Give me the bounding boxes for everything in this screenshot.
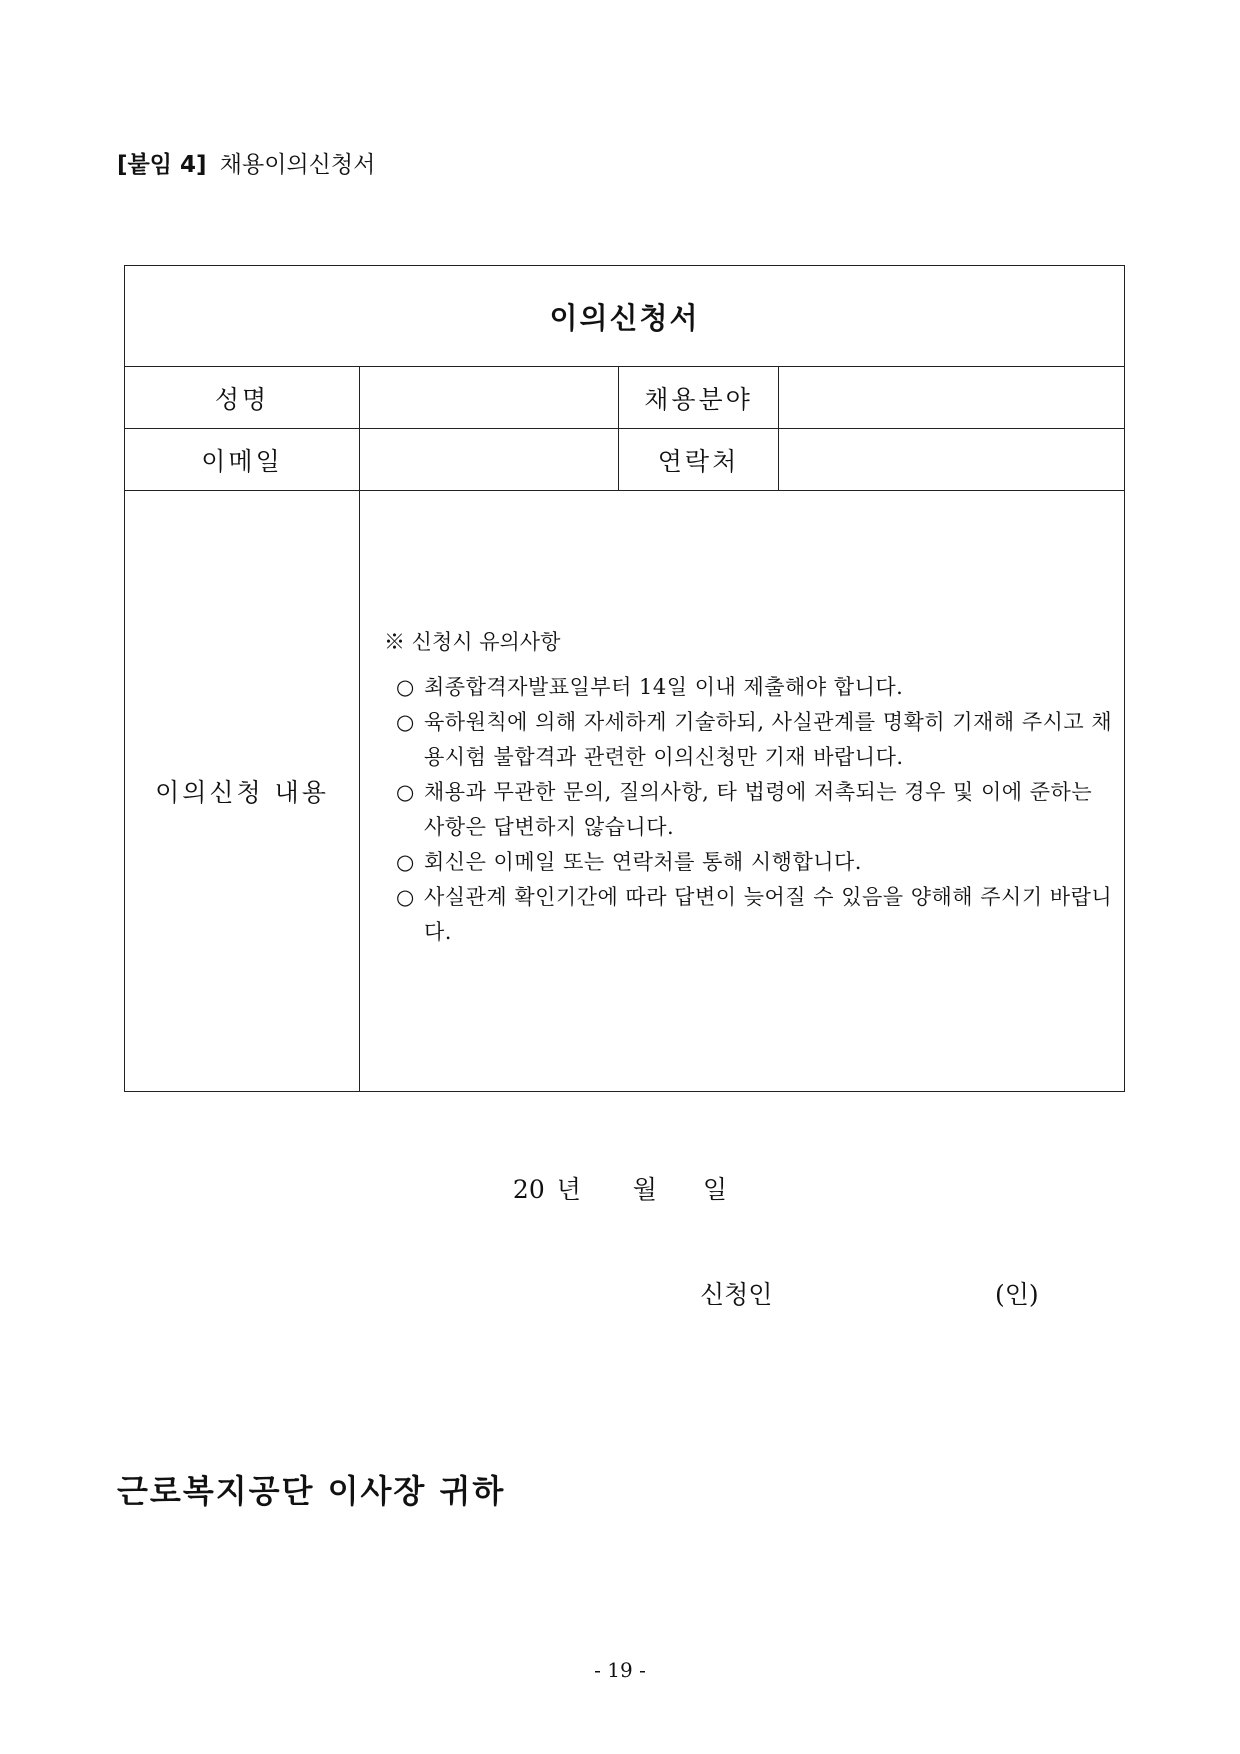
date-month: 월	[632, 1175, 657, 1204]
notice-item	[382, 775, 1114, 845]
notice-item-text: 최종합격자발표일부터 14일 이내 제출해야 합니다.	[424, 675, 904, 699]
date-line	[0, 1170, 1240, 1206]
field-label: 채용분야	[619, 367, 779, 429]
date-year: 년	[556, 1175, 581, 1204]
addressee: 근로복지공단 이사장 귀하	[117, 1472, 506, 1510]
name-label: 성명	[125, 367, 360, 429]
notice-heading: ※ 신청시 유의사항	[384, 630, 561, 654]
seal-mark: (인)	[995, 1280, 1039, 1309]
circle-bullet-icon: ○	[396, 675, 415, 699]
date-day: 일	[702, 1175, 728, 1204]
notice-item	[382, 845, 1114, 880]
circle-bullet-icon: ○	[396, 885, 415, 909]
attachment-name: 채용이의신청서	[219, 152, 376, 178]
field-field[interactable]	[779, 367, 1125, 429]
email-field[interactable]	[360, 429, 619, 491]
notice-item	[382, 670, 1114, 705]
notice-item-text: 육하원칙에 의해 자세하게 기술하되, 사실관계를 명확히 기재해 주시고 채용시험 불합격과 관련한 이의신청만 기재 바랍니다.	[424, 710, 1113, 769]
name-field[interactable]	[360, 367, 619, 429]
circle-bullet-icon: ○	[396, 710, 415, 734]
notice-item-text: 채용과 무관한 문의, 질의사항, 타 법령에 저촉되는 경우 및 이에 준하는 사항은 답변하지 않습니다.	[424, 780, 1093, 839]
contact-field[interactable]	[779, 429, 1125, 491]
circle-bullet-icon: ○	[396, 780, 415, 804]
notice-item	[382, 880, 1114, 950]
content-label: 이의신청 내용	[125, 491, 360, 1092]
notice-item-text: 사실관계 확인기간에 따라 답변이 늦어질 수 있음을 양해해 주시기 바랍니다.	[424, 885, 1113, 944]
contact-label: 연락처	[619, 429, 779, 491]
circle-bullet-icon: ○	[396, 850, 415, 874]
email-label: 이메일	[125, 429, 360, 491]
date-year-prefix: 20	[512, 1175, 545, 1204]
attachment-tag: [붙임 4]	[117, 152, 207, 178]
notice-item-text: 회신은 이메일 또는 연락처를 통해 시행합니다.	[424, 850, 862, 874]
notice-item	[382, 705, 1114, 775]
content-field[interactable]	[360, 491, 1125, 1092]
page-number: - 19 -	[594, 1658, 646, 1682]
objection-form-table	[124, 265, 1125, 1092]
form-title: 이의신청서	[125, 266, 1125, 367]
applicant-label: 신청인	[700, 1280, 773, 1309]
notice-box	[382, 626, 1114, 950]
notice-list	[382, 670, 1114, 950]
attachment-header	[117, 146, 375, 179]
